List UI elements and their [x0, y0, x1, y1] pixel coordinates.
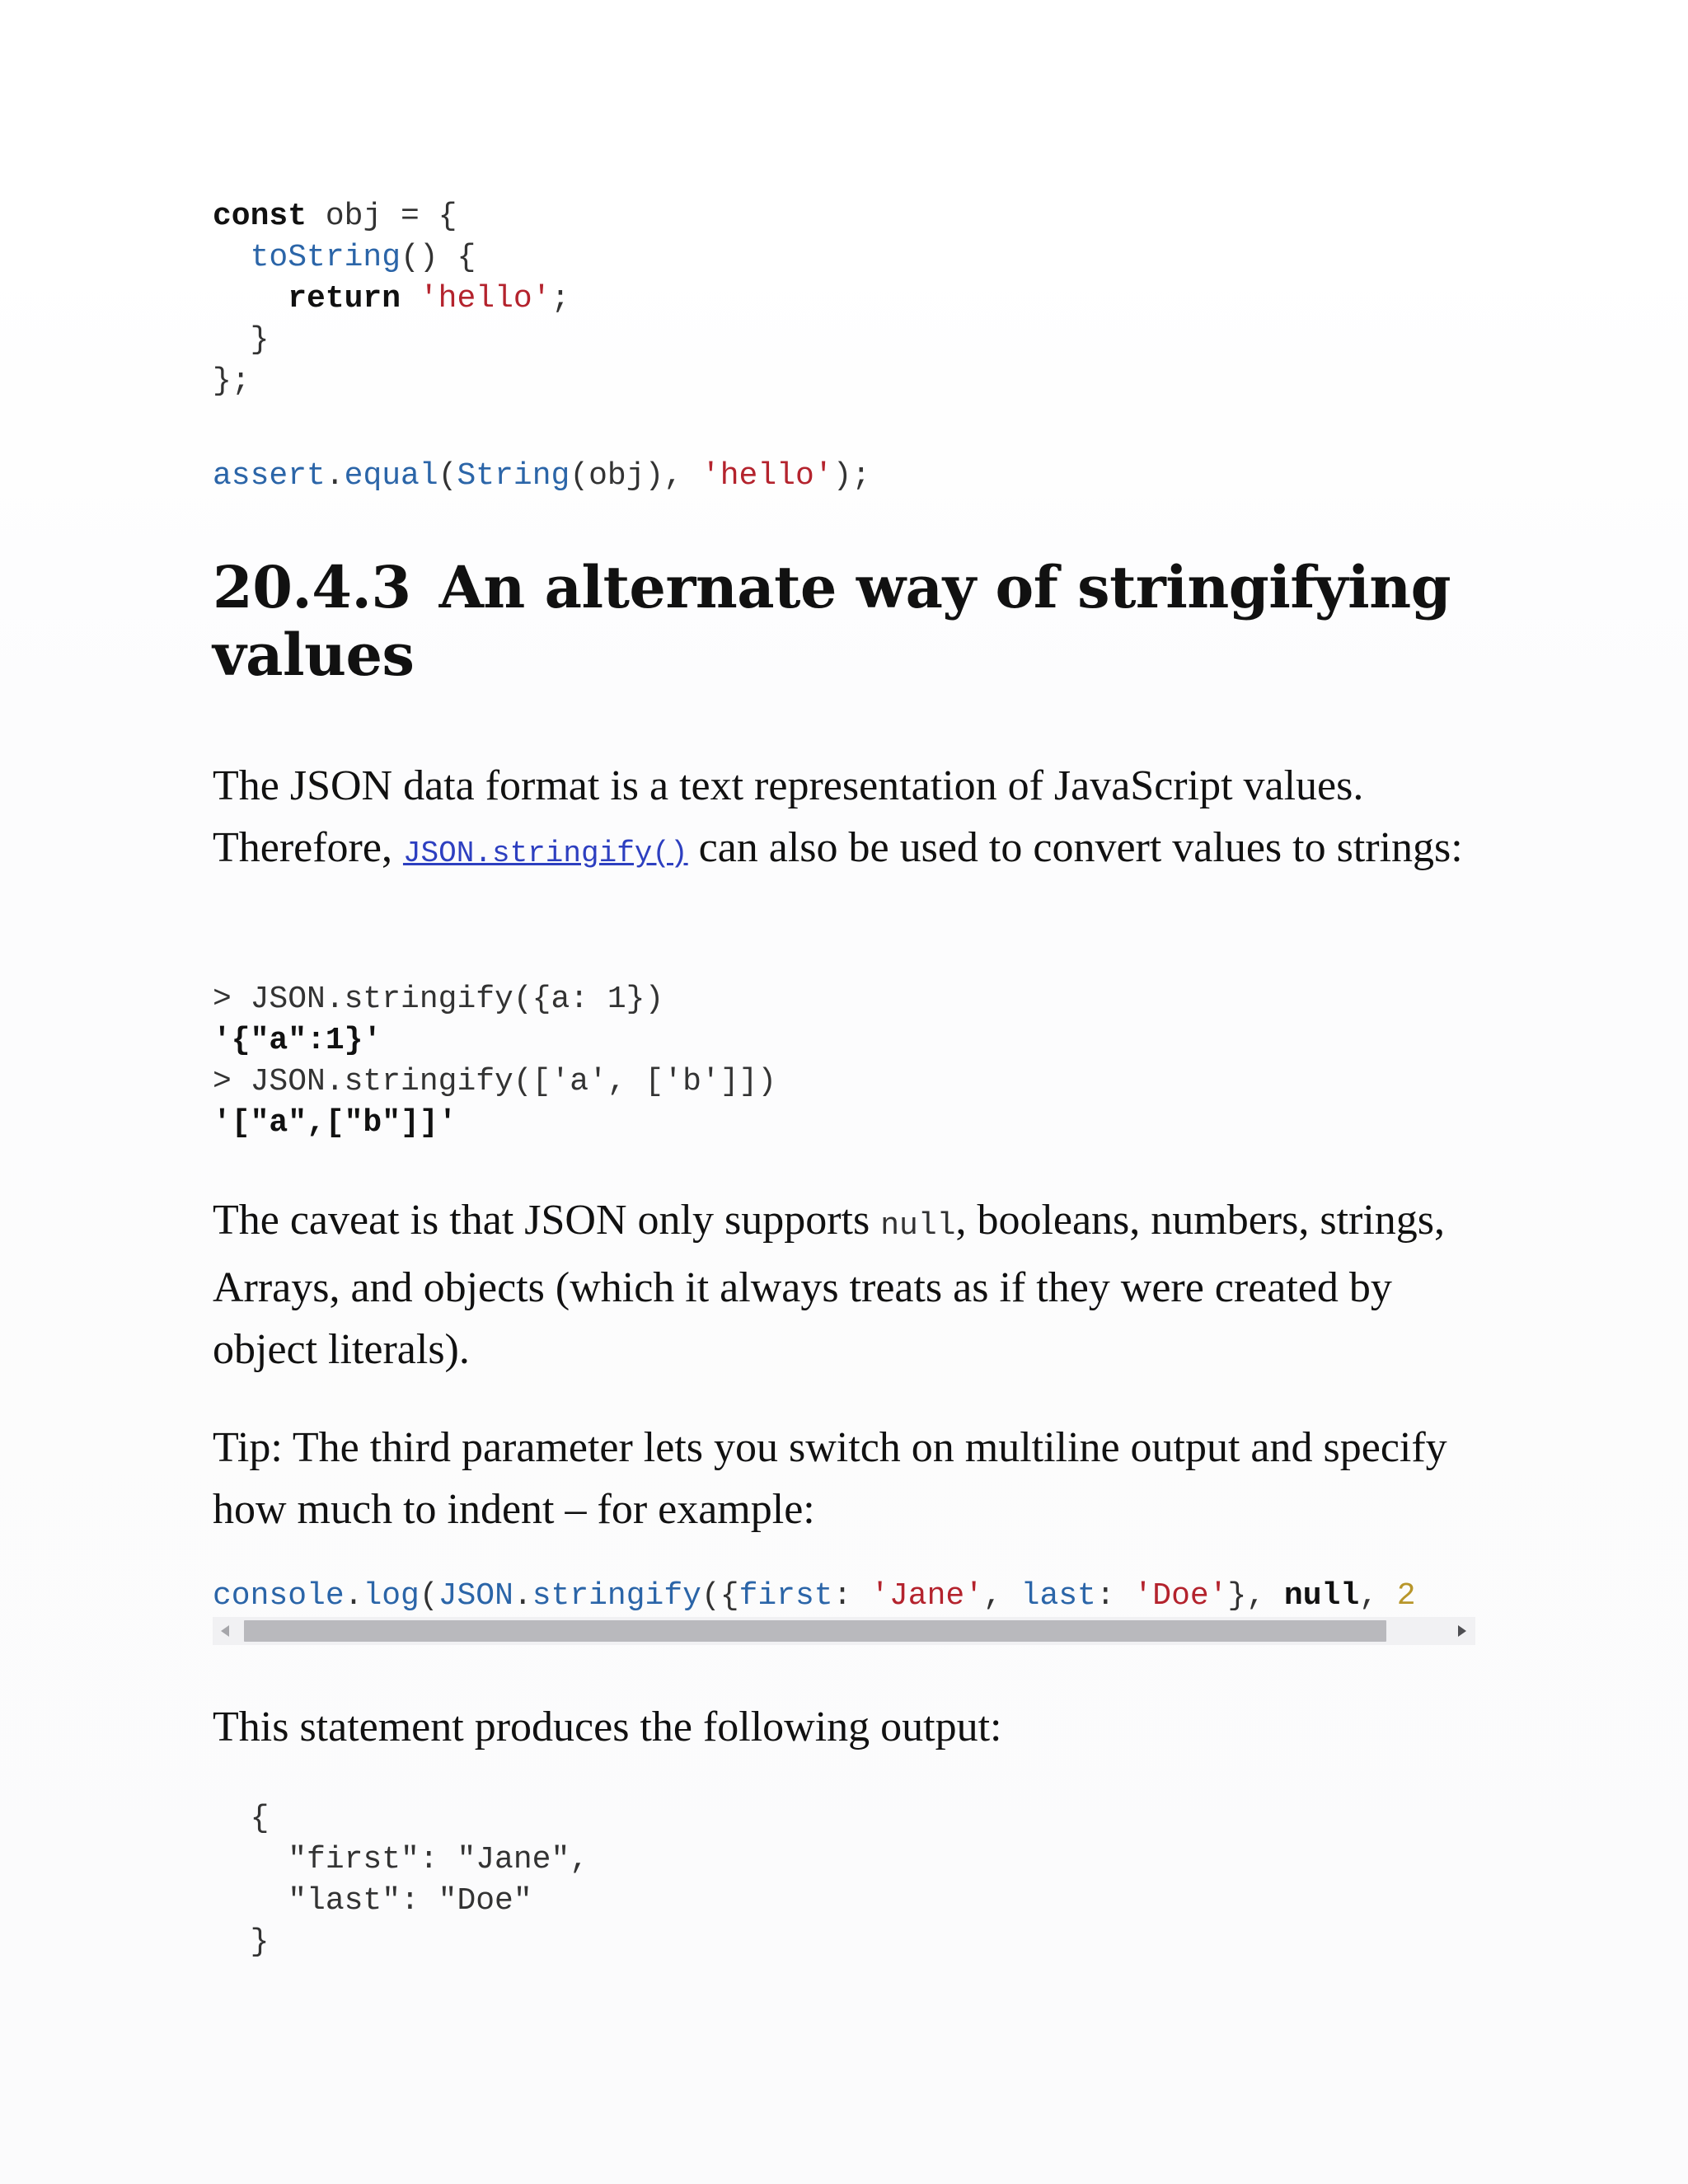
scroll-right-arrow-icon[interactable] [1447, 1617, 1475, 1645]
output-text: "first": "Jane", [250, 1842, 589, 1877]
paragraph-json-intro [213, 755, 1498, 884]
repl-block [213, 979, 776, 1144]
section-heading [213, 554, 1498, 689]
code-text: }, [1227, 1578, 1284, 1614]
paragraph-text: This statement produces the following output: [213, 1704, 1002, 1750]
paragraph-text: , booleans, numbers, strings, Arrays, and objects (which it always treats as if they were created by object literals). [213, 1197, 1446, 1373]
section-number: 20.4.3 [213, 553, 411, 621]
code-console-log-line [213, 1576, 1416, 1617]
paragraph-text: The JSON data format is a text representation of JavaScript values. Therefore, [213, 762, 1364, 871]
output-line [213, 1924, 269, 1960]
code-string: 'Doe' [1133, 1578, 1228, 1614]
code-text: ( [419, 1578, 438, 1614]
code-text: ( [438, 458, 457, 494]
json-output-block [213, 1798, 588, 1963]
code-property: first [738, 1578, 833, 1614]
code-text: . [325, 458, 345, 494]
code-text: , [1359, 1578, 1397, 1614]
code-string: 'hello' [701, 458, 833, 494]
code-string: 'Jane' [870, 1578, 984, 1614]
code-keyword: return [288, 281, 401, 316]
code-line [213, 281, 570, 316]
code-space [401, 281, 420, 316]
repl-output: '["a",["b"]]' [213, 1105, 457, 1141]
code-function: toString [250, 240, 401, 275]
json-stringify-link[interactable]: JSON.stringify() [402, 837, 688, 870]
inline-code-null: null [880, 1208, 956, 1244]
output-line [213, 1801, 269, 1836]
code-text: (obj), [570, 458, 701, 494]
repl-input: > JSON.stringify(['a', ['b']]) [213, 1064, 777, 1099]
scroll-left-arrow-icon[interactable] [213, 1617, 241, 1645]
code-text: () { [401, 240, 476, 275]
code-line: }; [213, 363, 251, 399]
code-function: String [457, 458, 570, 494]
code-function: stringify [532, 1578, 701, 1614]
repl-output: '{"a":1}' [213, 1023, 382, 1058]
scrollable-code-block[interactable] [213, 1576, 1475, 1650]
code-text: ; [551, 281, 570, 316]
code-line [213, 199, 457, 234]
code-keyword: const [213, 199, 307, 234]
code-line: } [213, 322, 270, 358]
paragraph-text: can also be used to convert values to strings: [687, 824, 1463, 871]
section-title-line1: An alternate way of stringifying [438, 553, 1451, 621]
paragraph-text: Tip: The third parameter lets you switch on multiline output and specify how much to indent – for example: [213, 1424, 1447, 1533]
paragraph-text: The caveat is that JSON only supports [213, 1197, 881, 1244]
code-indent [213, 240, 251, 275]
code-string: 'hello' [419, 281, 551, 316]
code-text: obj = { [307, 199, 457, 234]
horizontal-scrollbar[interactable] [213, 1617, 1475, 1645]
code-function: console [213, 1578, 345, 1614]
code-block-tostring [213, 196, 570, 402]
output-text: { [250, 1801, 270, 1836]
code-function: equal [344, 458, 438, 494]
code-function: log [363, 1578, 420, 1614]
code-property: last [1020, 1578, 1096, 1614]
code-text: . [344, 1578, 363, 1614]
code-keyword: null [1283, 1578, 1360, 1614]
output-line [213, 1842, 588, 1877]
code-text: ({ [701, 1578, 739, 1614]
output-text: "last": "Doe" [250, 1883, 532, 1919]
section-title-line2: values [213, 621, 415, 689]
code-text: : [832, 1578, 871, 1614]
output-text: } [250, 1924, 270, 1960]
code-number: 2 [1396, 1578, 1416, 1614]
paragraph-output-intro [213, 1696, 1498, 1758]
repl-input: > JSON.stringify({a: 1}) [213, 982, 664, 1017]
output-line [213, 1883, 532, 1919]
scrollbar-thumb[interactable] [244, 1620, 1386, 1642]
code-assert-line [213, 456, 870, 497]
code-text: , [983, 1578, 1021, 1614]
code-function: JSON [438, 1578, 513, 1614]
code-line [213, 240, 476, 275]
paragraph-tip [213, 1417, 1498, 1540]
paragraph-json-caveat [213, 1189, 1498, 1380]
code-function: assert [213, 458, 326, 494]
code-text: ); [832, 458, 871, 494]
code-text: . [513, 1578, 532, 1614]
code-indent [213, 281, 288, 316]
code-text: : [1095, 1578, 1134, 1614]
